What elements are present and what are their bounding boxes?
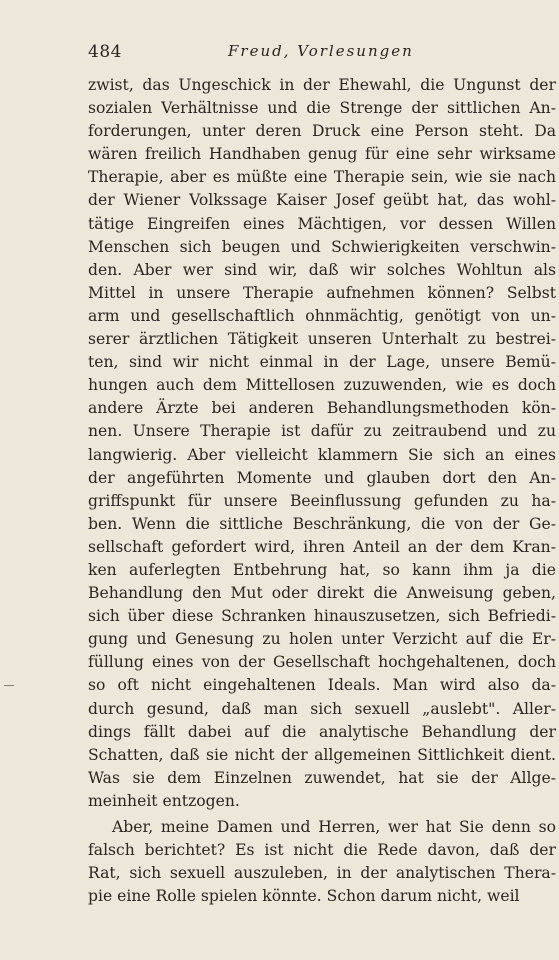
text-line: den. Aber wer sind wir, daß wir solches Wohltun als bbox=[88, 260, 556, 279]
margin-mark bbox=[4, 685, 14, 686]
text-line: Aber, meine Damen und Herren, wer hat Sie denn so bbox=[112, 818, 556, 836]
text-line: arm und gesellschaftlich ohnmächtig, genötigt von un- bbox=[88, 306, 556, 325]
text-line: durch gesund, daß man sich sexuell „auslebt". Aller- bbox=[88, 699, 556, 718]
text-line: Rat, sich sexuell auszuleben, in der analytischen Thera- bbox=[88, 864, 556, 883]
text-line: forderungen, unter deren Druck eine Person steht. Da bbox=[88, 122, 556, 141]
text-line: nen. Unsere Therapie ist dafür zu zeitraubend und zu bbox=[88, 422, 556, 441]
text-line: füllung eines von der Gesellschaft hochgehaltenen, doch bbox=[88, 653, 556, 672]
text-line: pie eine Rolle spielen könnte. Schon darum nicht, weil bbox=[88, 887, 520, 906]
text-line: wären freilich Handhaben genug für eine sehr wirksame bbox=[88, 145, 556, 164]
running-head: Freud, Vorlesungen bbox=[228, 42, 414, 60]
text-line: ten, sind wir nicht einmal in der Lage, unsere Bemü- bbox=[88, 353, 556, 372]
text-line: Was sie dem Einzelnen zuwendet, hat sie der Allge- bbox=[88, 768, 556, 787]
paragraph bbox=[88, 74, 556, 813]
text-line: griffspunkt für unsere Beeinflussung gefunden zu ha- bbox=[88, 491, 556, 510]
paragraph bbox=[88, 816, 556, 908]
text-line: Menschen sich beugen und Schwierigkeiten verschwin- bbox=[88, 237, 556, 256]
text-line: dings fällt dabei auf die analytische Behandlung der bbox=[88, 722, 556, 741]
text-line: hungen auch dem Mittellosen zuzuwenden, wie es doch bbox=[88, 376, 556, 395]
text-line: Therapie, aber es müßte eine Therapie sein, wie sie nach bbox=[88, 168, 556, 187]
text-line: so oft nicht eingehaltenen Ideals. Man wird also da- bbox=[88, 676, 556, 695]
text-line: sellschaft gefordert wird, ihren Anteil an der dem Kran- bbox=[88, 537, 556, 556]
text-line: der Wiener Volkssage Kaiser Josef geübt hat, das wohl- bbox=[88, 191, 556, 210]
text-line: ben. Wenn die sittliche Beschränkung, die von der Ge- bbox=[88, 514, 556, 533]
body-text bbox=[88, 74, 556, 908]
text-line: zwist, das Ungeschick in der Ehewahl, die Ungunst der bbox=[88, 76, 556, 94]
text-line: gung und Genesung zu holen unter Verzicht auf die Er- bbox=[88, 630, 556, 649]
text-line: falsch berichtet? Es ist nicht die Rede davon, daß der bbox=[88, 841, 556, 860]
text-line: meinheit entzogen. bbox=[88, 791, 240, 810]
text-line: Mittel in unsere Therapie aufnehmen können? Selbst bbox=[88, 283, 556, 302]
text-line: serer ärztlichen Tätigkeit unseren Unterhalt zu bestrei- bbox=[88, 330, 556, 349]
text-line: ken auferlegten Entbehrung hat, so kann ihm ja die bbox=[88, 560, 556, 579]
text-line: sozialen Verhältnisse und die Strenge der sittlichen An- bbox=[88, 99, 556, 118]
text-line: andere Ärzte bei anderen Behandlungsmethoden kön- bbox=[88, 399, 556, 418]
text-line: Schatten, daß sie nicht der allgemeinen Sittlichkeit dient. bbox=[88, 745, 556, 764]
text-line: tätige Eingreifen eines Mächtigen, vor dessen Willen bbox=[88, 214, 556, 233]
text-line: Behandlung den Mut oder direkt die Anweisung geben, bbox=[88, 584, 556, 603]
text-line: sich über diese Schranken hinauszusetzen, sich Befriedi- bbox=[88, 607, 556, 626]
text-line: der angeführten Momente und glauben dort den An- bbox=[88, 468, 556, 487]
page-number: 484 bbox=[88, 42, 122, 62]
text-line: langwierig. Aber vielleicht klammern Sie sich an eines bbox=[88, 445, 556, 464]
page-header bbox=[88, 42, 548, 66]
